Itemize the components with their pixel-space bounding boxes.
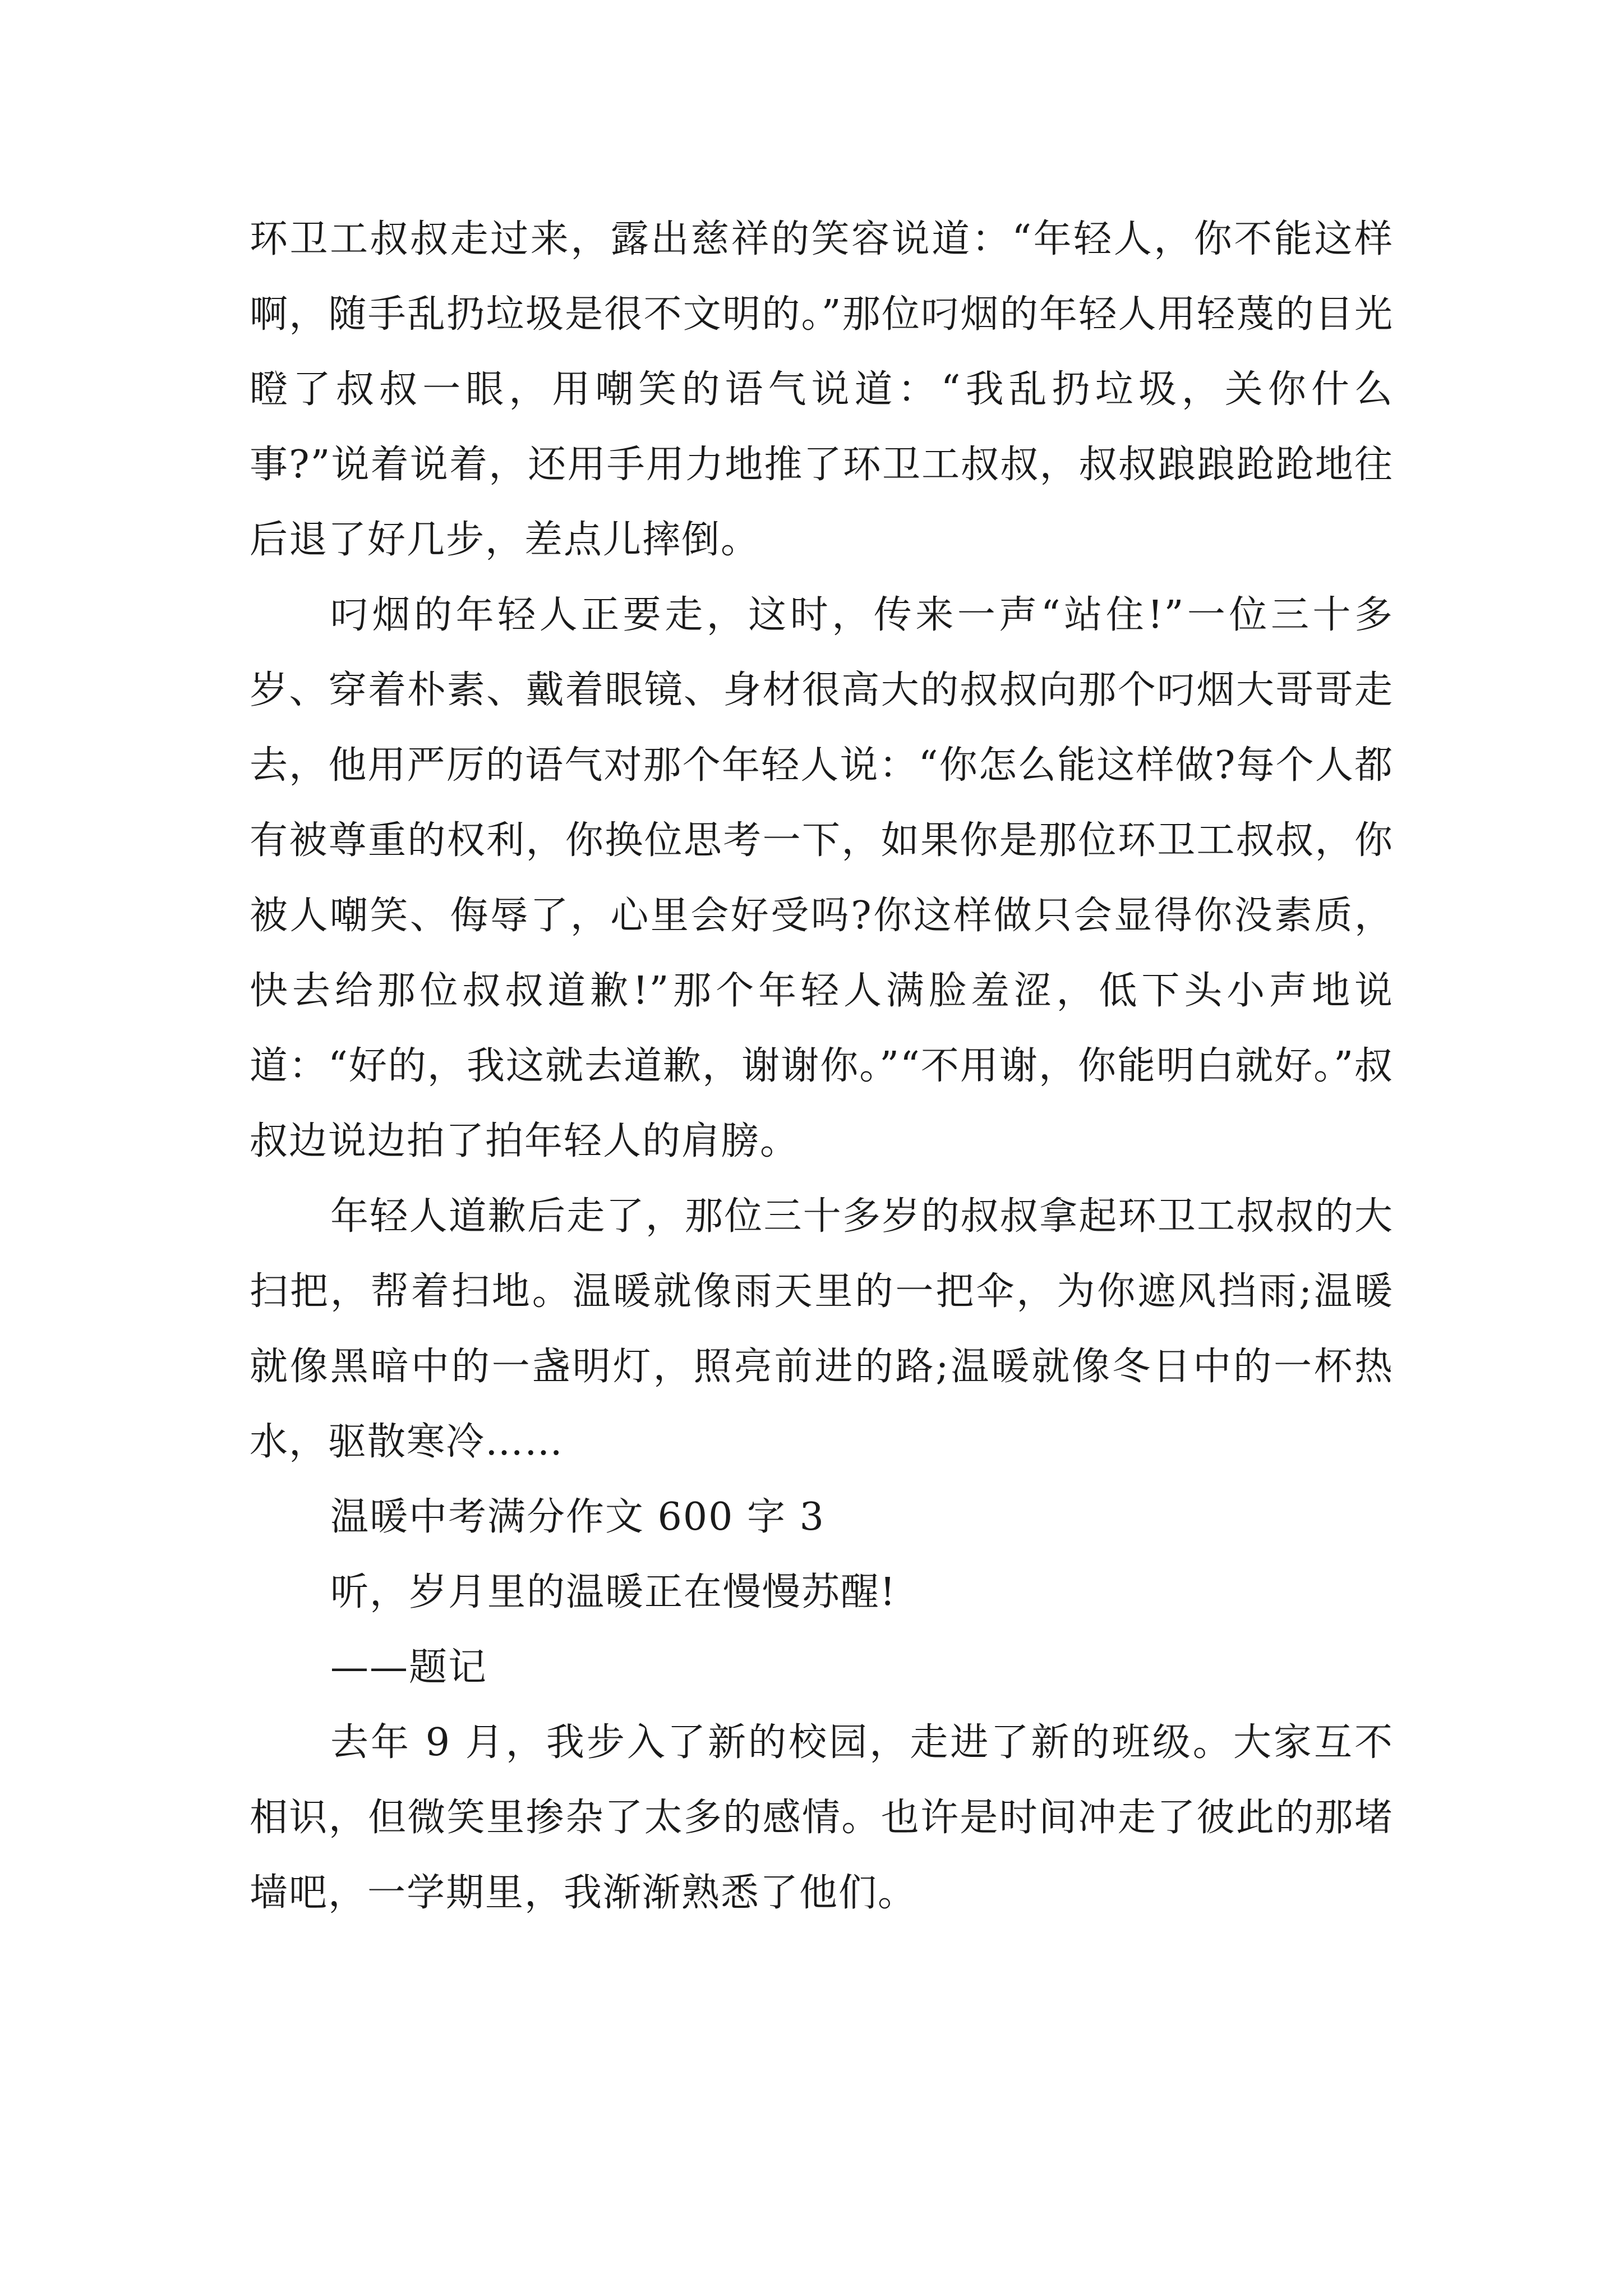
document-body [250, 202, 1394, 1931]
epigraph: 听，岁月里的温暖正在慢慢苏醒! [330, 1570, 897, 1614]
section-title: 温暖中考满分作文 600 字 3 [330, 1495, 825, 1539]
paragraph-1: 环卫工叔叔走过来，露出慈祥的笑容说道：“年轻人，你不能这样啊，随手乱扔垃圾是很不文明的。”那位叼烟的年轻人用轻蔑的目光瞪了叔叔一眼，用嘲笑的语气说道：“我乱扔垃圾，关你什么事?”说着说着，还用手用力地推了环卫工叔叔，叔叔踉踉跄跄地往后退了好几步，差点儿摔倒。 [250, 217, 1394, 562]
epigraph-attribution: ——题记 [330, 1645, 488, 1690]
paragraph-2: 叼烟的年轻人正要走，这时，传来一声“站住!”一位三十多岁、穿着朴素、戴着眼镜、身材很高大的叔叔向那个叼烟大哥哥走去，他用严厉的语气对那个年轻人说：“你怎么能这样做?每个人都有被尊重的权利，你换位思考一下，如果你是那位环卫工叔叔，你被人嘲笑、侮辱了，心里会好受吗?你这样做只会显得你没素质，快去给那位叔叔道歉!”那个年轻人满脸羞涩，低下头小声地说道：“好的，我这就去道歉，谢谢你。”“不用谢，你能明白就好。”叔叔边说边拍了拍年轻人的肩膀。 [250, 593, 1394, 1163]
paragraph-3: 年轻人道歉后走了，那位三十多岁的叔叔拿起环卫工叔叔的大扫把，帮着扫地。温暖就像雨天里的一把伞，为你遮风挡雨;温暖就像黑暗中的一盏明灯，照亮前进的路;温暖就像冬日中的一杯热水，驱散寒冷…… [250, 1194, 1394, 1464]
paragraph-4: 去年 9 月，我步入了新的校园，走进了新的班级。大家互不相识，但微笑里掺杂了太多的感情。也许是时间冲走了彼此的那堵墙吧，一学期里，我渐渐熟悉了他们。 [250, 1720, 1394, 1915]
